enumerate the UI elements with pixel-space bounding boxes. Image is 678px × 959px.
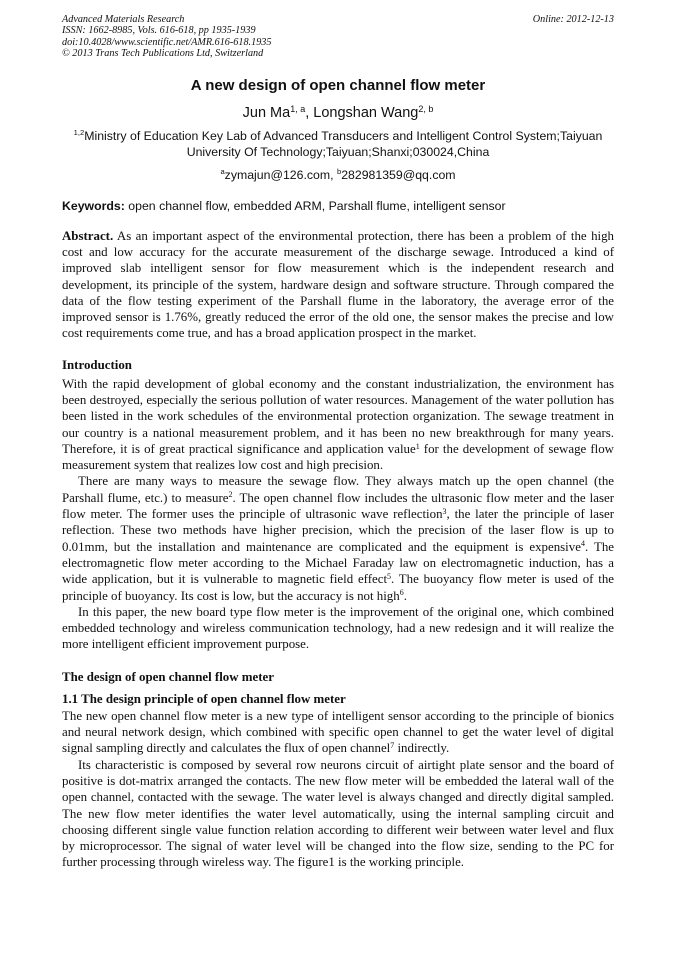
citation: 2 <box>228 490 233 500</box>
affiliation-line: University Of Technology;Taiyuan;Shanxi;030024,China <box>186 144 490 159</box>
section-heading-design: The design of open channel flow meter <box>62 669 274 684</box>
citation: 7 <box>390 740 395 750</box>
citation: 4 <box>580 539 585 549</box>
issn-line: ISSN: 1662-8985, Vols. 616-618, pp 1935-1939 <box>62 25 256 37</box>
intro-paragraph-2 <box>62 473 614 603</box>
paragraph-text: for the development of sewage flow measurement system that realizes low cost and high precision. <box>62 441 614 473</box>
intro-paragraph-3: In this paper, the new board type flow meter is the improvement of the original one, which combined embedded technology and wireless communication technology, had a new redesign and it will realize the more intelligent efficient improvement purpose. <box>62 604 614 652</box>
design-paragraph-1 <box>62 708 614 757</box>
author-separator: , <box>305 104 314 121</box>
affil-mark: 1,2 <box>73 128 85 138</box>
author-name: Jun Ma <box>242 104 291 121</box>
author-name: Longshan Wang <box>313 104 419 121</box>
abstract-text: As an important aspect of the environmental protection, there has been a problem of the high cost and low accuracy for the accurate measurement of the discharge sewage. Introduced a kind of improved slab intelligent sensor for flow measurement which is the independent research and development, its principle of the system, hardware design and software structure. Through compared the data of the flow testing experiment of the Parshall flume in the laboratory, the average error of the improved sensor is 1.76%, greatly reduced the error of the old one, the sensor makes the precise and low cost requirements come true, and has a broad application prospect in the market. <box>62 228 614 341</box>
citation: 5 <box>387 571 392 581</box>
design-paragraph-2: Its characteristic is composed by several row neurons circuit of airtight plate sensor and the board of positive is dot-matrix arranged the contacts. The new flow meter will be embedded the lateral wall of the open channel, contacted with the sewage. The water level is always changed and directly digital sampled. The new flow meter identifies the water level automatically, using the internal sampling circuit and choosing different single value function relation according to different weir between water level and flux by microprocessor. The signal of water level will be changed into the flow size, sending to the PC for further processing through wireless way. The figure1 is the working principle. <box>62 757 614 870</box>
paragraph-text: The new open channel flow meter is a new type of intelligent sensor according to the principle of bionics and neural network design, which combined with specific open channel to get the water level of digital signal sampling directly and calculates the flux of open channel <box>62 708 614 756</box>
citation: 1 <box>415 441 420 451</box>
affiliation-line <box>62 128 614 144</box>
intro-paragraph-1 <box>62 376 614 474</box>
paper-page <box>62 14 614 871</box>
email-mark: a <box>220 167 225 177</box>
paragraph-text: . The electromagnetic flow meter according to the Michael Faraday law on electromagnetic induction, has a wide application, but it is vulnerable to magnetic field effect <box>62 539 614 587</box>
journal-header <box>62 14 614 60</box>
affiliation <box>62 128 614 160</box>
affiliation-text: Ministry of Education Key Lab of Advanced Transducers and Intelligent Control System;Taiyuan <box>84 128 603 143</box>
keywords <box>62 198 614 214</box>
journal-name: Advanced Materials Research <box>62 14 185 25</box>
keywords-label: Keywords: <box>62 198 125 213</box>
paragraph-text: There are many ways to measure the sewage flow. They always match up the open channel (the Parshall flume, etc.) to measure <box>62 474 614 505</box>
section-heading-introduction: Introduction <box>62 357 132 372</box>
copyright-line: © 2013 Trans Tech Publications Ltd, Switzerland <box>62 48 264 60</box>
doi-line: doi:10.4028/www.scientific.net/AMR.616-618.1935 <box>62 36 272 48</box>
email-address[interactable]: zymajun@126.com, <box>224 167 337 182</box>
paper-title: A new design of open channel flow meter <box>190 76 486 94</box>
citation: 6 <box>399 588 404 598</box>
abstract-label: Abstract. <box>62 228 114 243</box>
paragraph-text: . <box>403 588 407 603</box>
online-date: Online: 2012-12-13 <box>532 14 614 25</box>
paragraph-text: indirectly. <box>394 741 450 756</box>
paragraph-text: , the later the principle of laser reflection. These two methods have higher precision, which the precision of the laser flow is up to 0.01mm, but the installation and maintenance are complicated and the equipment is expensive <box>62 507 615 554</box>
paragraph-text: With the rapid development of global economy and the constant industrialization, the environment has been destroyed, especially the serious pollution of water resources. Management of the water pollution has been listed in the work schedules of the environmental protection organization. The sewage treatment in our country is a national measurement problem, and it has been no new breakthrough for many years. Therefore, it is of great practical significance and application value <box>62 376 614 456</box>
author-affil-mark: 1, a <box>290 103 306 114</box>
email-line <box>62 167 614 183</box>
email-mark: b <box>336 167 342 177</box>
citation: 3 <box>442 506 447 516</box>
abstract <box>62 228 614 342</box>
author-affil-mark: 2, b <box>418 103 434 114</box>
paragraph-text: . The open channel flow includes the ultrasonic flow meter and the laser flow meter. The former uses the principle of ultrasonic wave reflection <box>62 490 614 522</box>
author-list <box>62 104 614 122</box>
keywords-text: open channel flow, embedded ARM, Parshall flume, intelligent sensor <box>124 198 506 213</box>
paragraph-text: . The buoyancy flow meter is used of the principle of buoyancy. Its cost is low, but the accuracy is not high <box>62 572 614 603</box>
email-address[interactable]: 282981359@qq.com <box>341 167 456 182</box>
subsection-heading: 1.1 The design principle of open channel flow meter <box>62 691 346 706</box>
